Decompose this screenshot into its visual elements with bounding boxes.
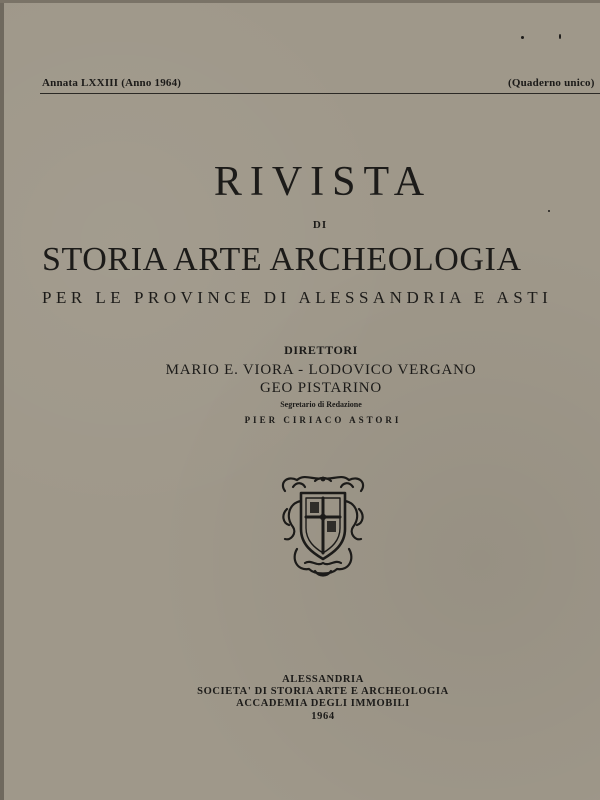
secretary-name: PIER CIRIACO ASTORI [244,415,402,425]
volume-label: Annata LXXIII (Anno 1964) [42,77,182,89]
journal-title: RIVISTA [213,159,433,205]
secretary-heading: Segretario di Redazione [280,400,362,409]
paper-speck [559,34,561,39]
imprint-city: ALESSANDRIA [282,674,364,685]
journal-subtitle: STORIA ARTE ARCHEOLOGIA [42,241,522,278]
paper-speck [548,210,550,212]
title-connector: DI [312,219,328,231]
directors-line-1: MARIO E. VIORA - LODOVICO VERGANO [165,362,477,378]
directors-heading: DIRETTORI [284,343,358,357]
imprint-year: 1964 [311,711,335,722]
imprint-academy: ACCADEMIA DEGLI IMMOBILI [236,698,410,709]
issue-label: (Quaderno unico) [508,77,595,89]
directors-line-2: GEO PISTARINO [259,380,383,396]
paper-speck [521,36,524,39]
header-divider [40,93,600,94]
page-edge-top [0,0,600,3]
imprint-society: SOCIETA' DI STORIA ARTE E ARCHEOLOGIA [197,686,449,697]
heraldic-crest-icon [275,471,371,579]
journal-provinces: PER LE PROVINCE DI ALESSANDRIA E ASTI [42,288,553,307]
